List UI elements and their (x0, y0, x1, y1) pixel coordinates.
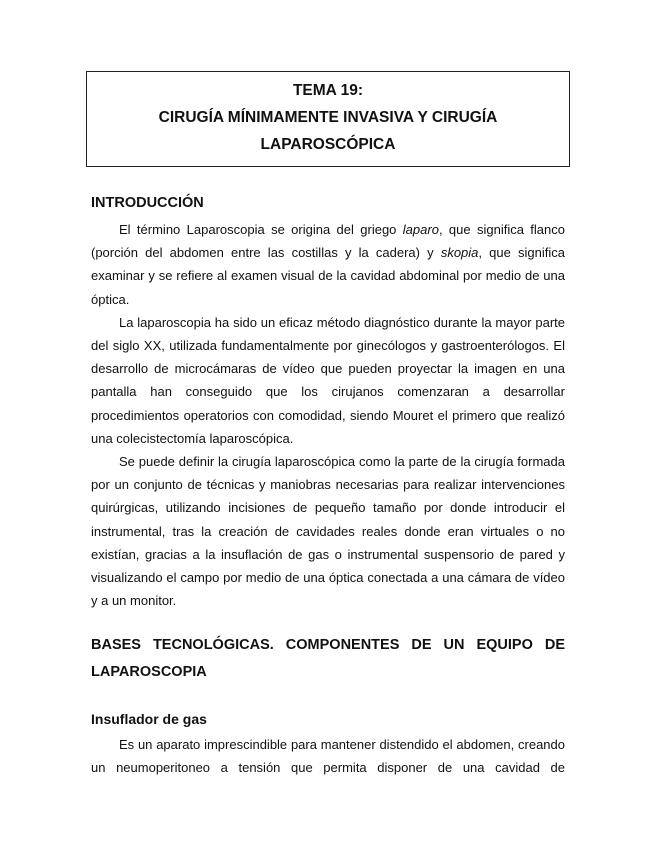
topic-title-line-1: CIRUGÍA MÍNIMAMENTE INVASIVA Y CIRUGÍA (158, 109, 498, 126)
intro-section (91, 193, 565, 612)
bases-heading: BASES TECNOLÓGICAS. COMPONENTES DE UN EQUIPO DE LAPAROSCOPIA (91, 637, 565, 680)
insuflador-heading: Insuflador de gas (91, 711, 207, 727)
intro-p1-term-laparo: laparo (402, 222, 439, 237)
insuflador-paragraph-1: Es un aparato imprescindible para mantener distendido el abdomen, creando un neumoperitoneo a tensión que permita disponer de una cavidad de (91, 737, 565, 776)
intro-p1-term-skopia: skopia (440, 245, 479, 261)
bases-section (91, 632, 565, 686)
intro-p1-text-b: , que significa flanco (porción del abdomen entre las costillas y la cadera) y (91, 222, 565, 261)
intro-paragraph-2: La laparoscopia ha sido un eficaz método diagnóstico durante la mayor parte del siglo XX, utilizada fundamentalmente por ginecólogos y gastroenterólogos. El desarrollo de microcámaras de vídeo que pueden proyectar la imagen en una pantalla han conseguido que los cirujanos comenzaran a desarrollar procedimientos operatorios con comodidad, siendo Mouret el primero que realizó una colecistectomía laparoscópica. (91, 314, 565, 446)
topic-title-line-2: LAPAROSCÓPICA (260, 136, 396, 153)
intro-p1-text-a: El término Laparoscopia se origina del griego (119, 222, 403, 237)
intro-paragraph-3: Se puede definir la cirugía laparoscópica como la parte de la cirugía formada por un conjunto de técnicas y maniobras necesarias para realizar intervenciones quirúrgicas, utilizando incisiones de pequeño tamaño por donde introducir el instrumental, tras la creación de cavidades reales donde eran virtuales o no existían, gracias a la insuflación de gas o instrumental suspensorio de pared y visualizando el campo por medio de una óptica conectada a una cámara de vídeo y a un monitor. (91, 454, 565, 609)
intro-heading: INTRODUCCIÓN (91, 195, 204, 211)
intro-paragraph-1 (91, 218, 565, 311)
insuflador-section (91, 709, 565, 779)
title-box (86, 71, 570, 167)
intro-p1-text-c: , que significa examinar y se refiere al examen visual de la cavidad abdominal por medio de una óptica. (91, 245, 565, 307)
topic-number: TEMA 19: (292, 82, 364, 99)
